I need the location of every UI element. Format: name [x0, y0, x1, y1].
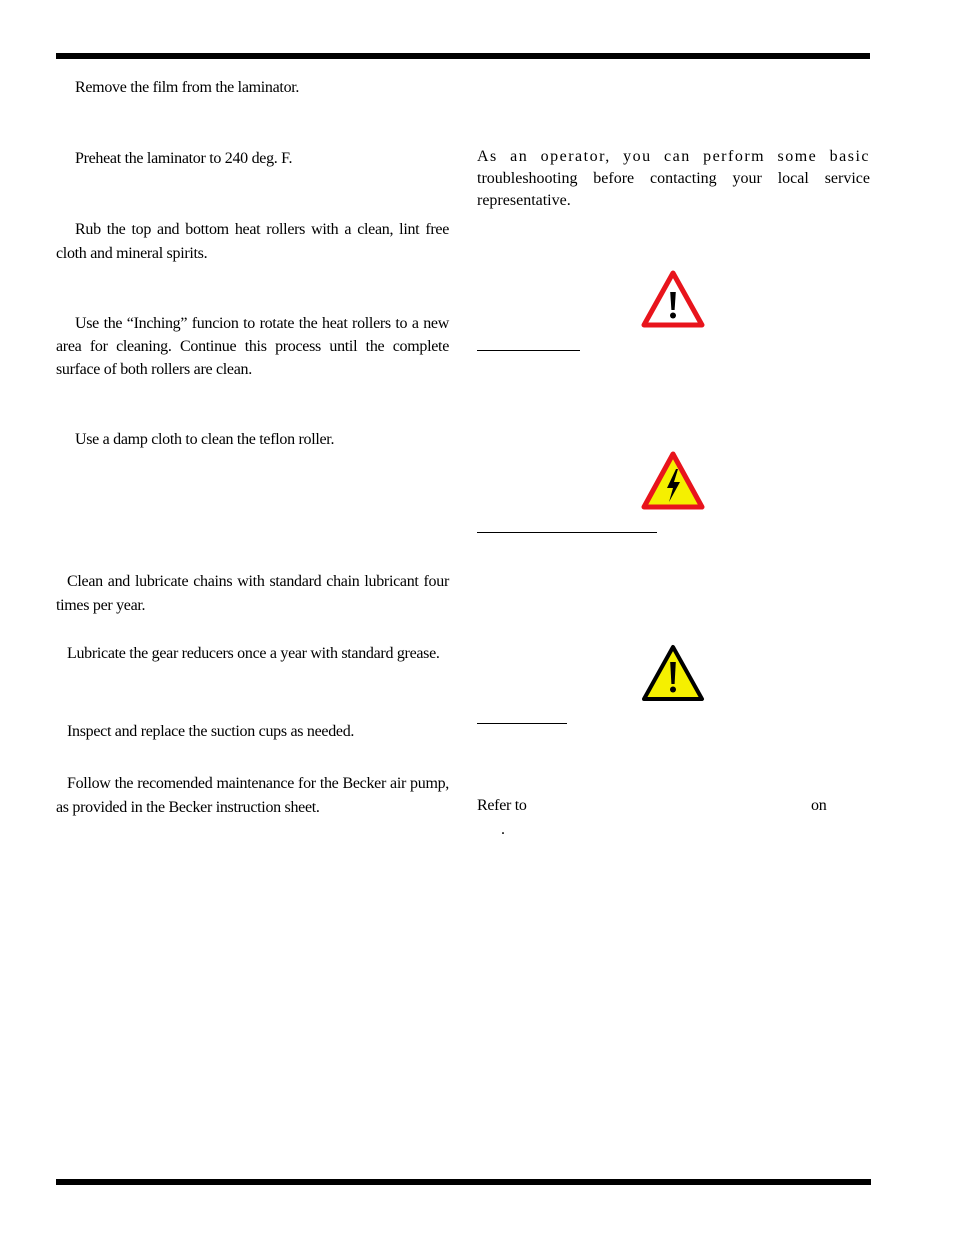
caution-exclamation-icon [641, 270, 705, 328]
refer-to-text: Refer to [477, 797, 527, 814]
refer-on-text: on [811, 797, 827, 814]
electrical-heading-underline [477, 532, 657, 533]
step-remove-film: Remove the film from the laminator. [75, 79, 300, 96]
caution-heading-underline [477, 350, 580, 351]
step-inching: Use the “Inching” funcion to rotate the heat rollers to a new area for cleaning. Continue this process until the complete surface of both rollers are clean. [56, 315, 449, 378]
warning-exclamation-icon [641, 644, 705, 702]
step-rub-rollers: Rub the top and bottom heat rollers with a clean, lint free cloth and mineral spirits. [56, 221, 449, 262]
step-becker-pump: Follow the recomended maintenance for the Becker air pump, as provided in the Becker instruction sheet. [56, 775, 449, 816]
step-teflon-roller: Use a damp cloth to clean the teflon roller. [75, 431, 335, 448]
intro-line-3: representative. [477, 192, 571, 209]
intro-line-2: troubleshooting before contacting your local service [477, 170, 870, 187]
troubleshooting-intro [477, 146, 870, 212]
bottom-rule [56, 1179, 871, 1185]
step-suction-cups: Inspect and replace the suction cups as needed. [67, 723, 355, 740]
step-preheat: Preheat the laminator to 240 deg. F. [75, 150, 293, 167]
step-lubricate-chains: Clean and lubricate chains with standard chain lubricant four times per year. [56, 573, 449, 614]
step-gear-reducers: Lubricate the gear reducers once a year with standard grease. [67, 645, 440, 662]
electrical-hazard-lightning-icon [641, 451, 705, 510]
top-rule [56, 53, 870, 59]
refer-period: . [501, 821, 505, 838]
intro-line-1: As an operator, you can perform some basic [477, 148, 870, 165]
warning-heading-underline [477, 723, 567, 724]
